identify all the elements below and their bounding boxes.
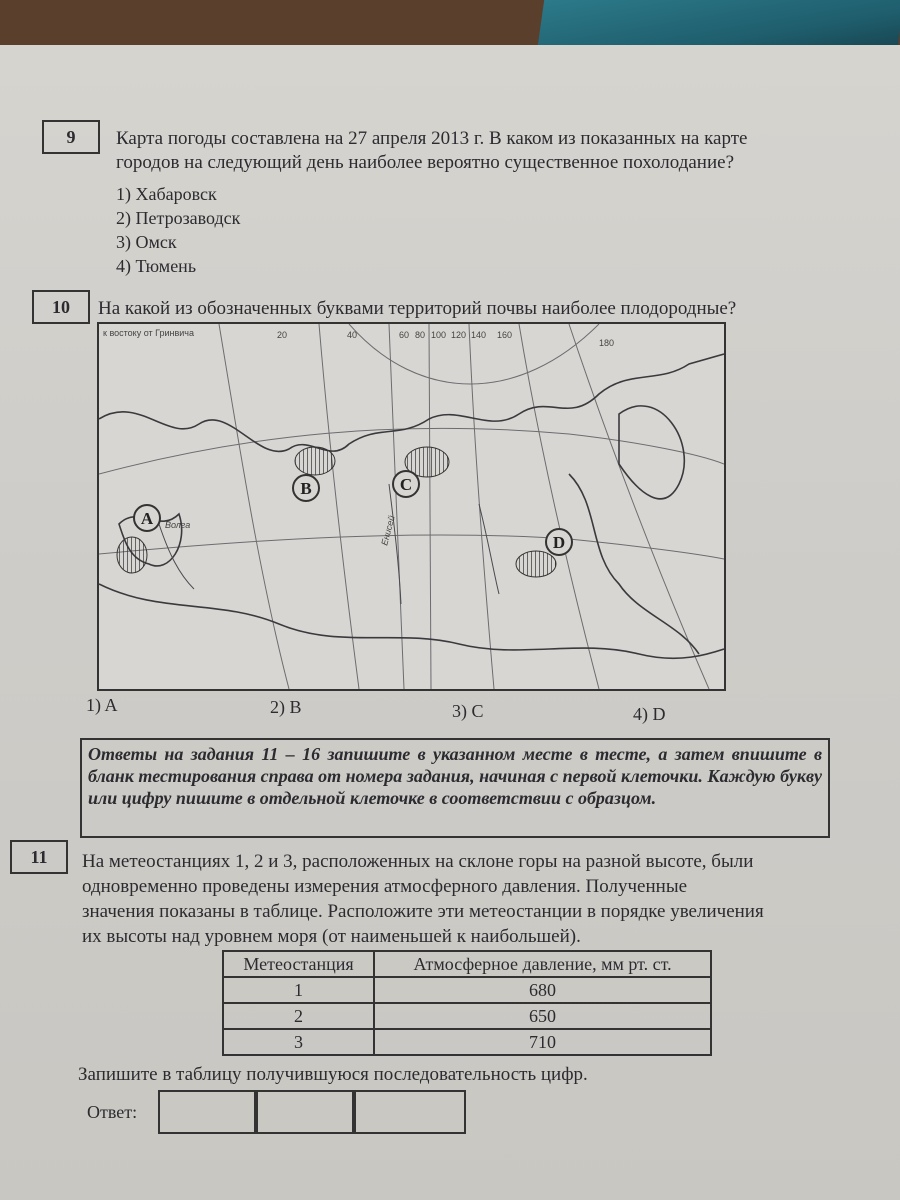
answer-label: Ответ: bbox=[87, 1102, 138, 1122]
table-row bbox=[223, 1003, 711, 1029]
answer-cell-2[interactable] bbox=[256, 1090, 354, 1134]
pressure-cell: 650 bbox=[374, 1003, 711, 1029]
question-10-number: 10 bbox=[32, 290, 90, 324]
marker-a: A bbox=[140, 509, 154, 528]
station-cell: 1 bbox=[223, 977, 374, 1003]
question-11-line3: значения показаны в таблице. Расположите эти метеостанции в порядке увеличения bbox=[82, 901, 764, 922]
question-11-line2: одновременно проведены измерения атмосферного давления. Полученные bbox=[82, 876, 688, 897]
station-cell: 2 bbox=[223, 1003, 374, 1029]
meridian-40: 40 bbox=[347, 330, 358, 340]
map-corner-label: к востоку от Гринвича bbox=[103, 328, 194, 338]
question-10-text: На какой из обозначенных буквами территорий почвы наиболее плодородные? bbox=[98, 298, 737, 319]
river-label-yenisei: Енисей bbox=[379, 514, 397, 547]
question-9-option-2[interactable]: 2) Петрозаводск bbox=[116, 208, 241, 228]
question-9-text-line1: Карта погоды составлена на 27 апреля 2013 г. В каком из показанных на карте bbox=[116, 128, 748, 149]
meridian-160: 160 bbox=[497, 330, 513, 340]
table-row bbox=[223, 977, 711, 1003]
pressure-cell: 680 bbox=[374, 977, 711, 1003]
question-10-option-4[interactable]: 4) D bbox=[633, 704, 666, 724]
territory-d-area bbox=[516, 551, 556, 577]
marker-d: D bbox=[552, 533, 566, 552]
table-row bbox=[223, 1029, 711, 1055]
question-9-option-3[interactable]: 3) Омск bbox=[116, 232, 177, 252]
marker-c: C bbox=[399, 475, 413, 494]
question-9-number: 9 bbox=[42, 120, 100, 154]
pressure-table bbox=[222, 950, 712, 1056]
map-graphic bbox=[99, 324, 724, 689]
territory-a-area bbox=[117, 537, 147, 573]
answer-instructions-box: Ответы на задания 11 – 16 запишите в указанном месте в тесте, а затем впишите в бланк тестирования справа от номера задания, начиная с первой клеточки. Каждую букву или цифру пишите в отдельной клеточке в соответствии с образцом. bbox=[80, 738, 830, 838]
question-10-option-3[interactable]: 3) C bbox=[452, 701, 484, 721]
soil-map bbox=[97, 322, 726, 691]
meridian-180: 180 bbox=[599, 338, 615, 348]
meridian-120: 120 bbox=[451, 330, 467, 340]
pressure-cell: 710 bbox=[374, 1029, 711, 1055]
marker-b: B bbox=[300, 479, 312, 498]
meridian-60: 60 bbox=[399, 330, 410, 340]
question-10-option-1[interactable]: 1) A bbox=[86, 695, 118, 715]
river-label-volga: Волга bbox=[165, 520, 191, 530]
header-station: Метеостанция bbox=[223, 951, 374, 977]
question-10-option-2[interactable]: 2) B bbox=[270, 697, 302, 717]
question-11-line1: На метеостанциях 1, 2 и 3, расположенных на склоне горы на разной высоте, были bbox=[82, 851, 754, 872]
question-11-instruction: Запишите в таблицу получившуюся последовательность цифр. bbox=[78, 1064, 588, 1085]
meridian-140: 140 bbox=[471, 330, 487, 340]
meridian-100: 100 bbox=[431, 330, 447, 340]
station-cell: 3 bbox=[223, 1029, 374, 1055]
question-11-line4: их высоты над уровнем моря (от наименьшей к наибольшей). bbox=[82, 926, 581, 947]
meridian-20: 20 bbox=[277, 330, 288, 340]
territory-b-area bbox=[295, 447, 335, 475]
question-9-option-1[interactable]: 1) Хабаровск bbox=[116, 184, 217, 204]
question-11-number: 11 bbox=[10, 840, 68, 874]
table-header-row bbox=[223, 951, 711, 977]
question-9-text-line2: городов на следующий день наиболее вероятно существенное похолодание? bbox=[116, 152, 735, 173]
answer-cell-1[interactable] bbox=[158, 1090, 256, 1134]
meridian-80: 80 bbox=[415, 330, 426, 340]
header-pressure: Атмосферное давление, мм рт. ст. bbox=[374, 951, 711, 977]
answer-cell-3[interactable] bbox=[354, 1090, 466, 1134]
question-9-option-4[interactable]: 4) Тюмень bbox=[116, 256, 197, 276]
